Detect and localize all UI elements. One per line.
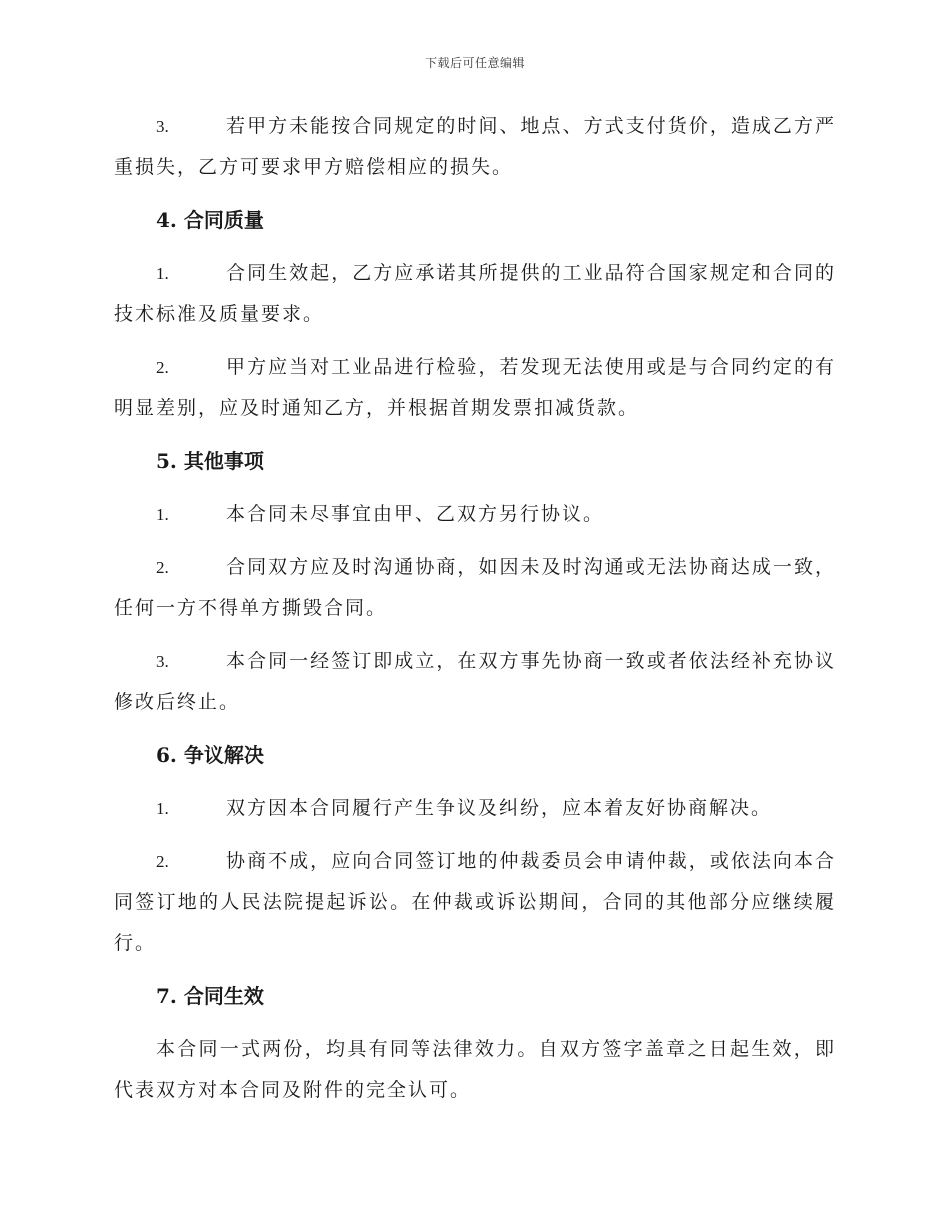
clause-6-1 xyxy=(114,788,836,829)
clause-4-2 xyxy=(114,347,836,429)
clause-text: 合同生效起，乙方应承诺其所提供的工业品符合国家规定和合同的技术标准及质量要求。 xyxy=(114,262,836,325)
section-heading-dispute: 6. 争议解决 xyxy=(156,743,264,767)
clause-6-2 xyxy=(114,841,836,964)
clause-5-3 xyxy=(114,641,836,723)
clause-5-1 xyxy=(114,494,836,535)
clause-number: 2. xyxy=(156,358,169,377)
clause-number: 2. xyxy=(156,852,169,871)
clause-4-1 xyxy=(114,253,836,335)
document-body xyxy=(114,106,836,1111)
effect-paragraph: 本合同一式两份，均具有同等法律效力。自双方签字盖章之日起生效，即代表双方对本合同及附件的完全认可。 xyxy=(114,1038,836,1101)
clause-text: 若甲方未能按合同规定的时间、地点、方式支付货价，造成乙方严重损失，乙方可要求甲方赔偿相应的损失。 xyxy=(114,115,836,178)
clause-text: 双方因本合同履行产生争议及纠纷，应本着友好协商解决。 xyxy=(226,797,773,819)
section-heading-effect: 7. 合同生效 xyxy=(156,984,264,1008)
clause-text: 本合同未尽事宜由甲、乙双方另行协议。 xyxy=(226,503,605,525)
clause-text: 本合同一经签订即成立，在双方事先协商一致或者依法经补充协议修改后终止。 xyxy=(114,650,836,713)
clause-number: 1. xyxy=(156,505,169,524)
clause-number: 1. xyxy=(156,264,169,283)
clause-text: 协商不成，应向合同签订地的仲裁委员会申请仲裁，或依法向本合同签订地的人民法院提起诉讼。在仲裁或诉讼期间，合同的其他部分应继续履行。 xyxy=(114,850,836,954)
section-heading-other: 5. 其他事项 xyxy=(156,449,264,473)
page-header: 下载后可任意编辑 xyxy=(424,56,525,70)
clause-number: 3. xyxy=(156,117,169,136)
section-heading-quality: 4. 合同质量 xyxy=(156,208,264,232)
clause-number: 2. xyxy=(156,558,169,577)
clause-text: 甲方应当对工业品进行检验，若发现无法使用或是与合同约定的有明显差别，应及时通知乙方，并根据首期发票扣减货款。 xyxy=(114,356,836,419)
clause-3-3 xyxy=(114,106,836,188)
clause-number: 1. xyxy=(156,799,169,818)
clause-5-2 xyxy=(114,547,836,629)
clause-text: 合同双方应及时沟通协商，如因未及时沟通或无法协商达成一致，任何一方不得单方撕毁合同。 xyxy=(114,556,836,619)
clause-number: 3. xyxy=(156,652,169,671)
